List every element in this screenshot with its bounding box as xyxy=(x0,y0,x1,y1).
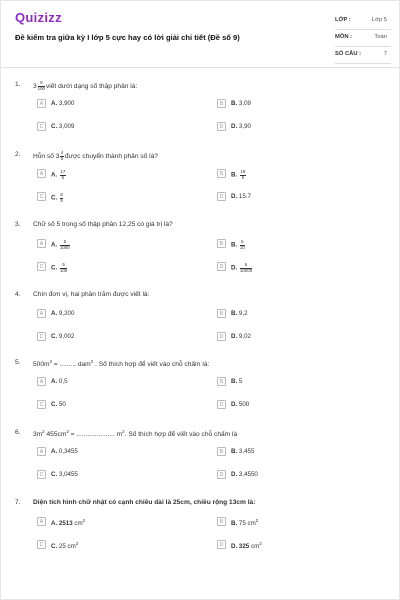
option-value: 75 xyxy=(238,520,246,528)
question-text-part: 455cm xyxy=(44,431,67,439)
meta-row-class xyxy=(335,13,391,30)
question-number: 2. xyxy=(15,151,21,158)
option-checkbox[interactable]: A xyxy=(37,447,46,456)
option-text xyxy=(231,541,262,550)
question-text-part: 3m xyxy=(33,431,43,439)
fraction-numerator: 8 xyxy=(60,192,63,197)
question-number: 7. xyxy=(15,499,21,506)
option-text xyxy=(231,518,258,527)
option-label: D. xyxy=(231,123,239,130)
superscript: 2 xyxy=(82,518,86,523)
option-label: A. xyxy=(51,241,59,249)
option-value: 2513 xyxy=(58,520,73,528)
question-text-part: Diện tích hình chữ nhật có cạnh chiều dài là 25cm, chiều rộng 13cm là: xyxy=(33,499,256,506)
meta-label: MÔN : xyxy=(335,34,353,40)
option-checkbox[interactable]: C xyxy=(37,470,46,479)
option-text xyxy=(51,100,74,107)
option-label: B. xyxy=(231,241,239,249)
option-value: 500 xyxy=(238,401,250,408)
meta-label: SỐ CÂU : xyxy=(335,51,362,57)
superscript: 2 xyxy=(49,359,53,364)
option-text xyxy=(51,240,71,250)
superscript: 2 xyxy=(122,429,125,434)
fraction-denominator: 5 xyxy=(61,174,65,180)
meta-row-count xyxy=(335,47,391,64)
option-value: 3,4550 xyxy=(238,471,258,478)
option-checkbox[interactable]: D xyxy=(217,332,226,341)
question-text xyxy=(33,499,373,506)
fraction-numerator: 4 xyxy=(60,150,64,155)
option-label: C. xyxy=(51,471,59,478)
meta-value: Toán xyxy=(374,34,387,40)
question-text-part: Chín đơn vị, hai phần trăm được viết là: xyxy=(33,291,150,298)
option-label: C. xyxy=(51,264,59,272)
option-fraction xyxy=(60,240,70,250)
fraction-numerator: 17 xyxy=(60,169,66,174)
option-checkbox[interactable]: D xyxy=(217,400,226,409)
meta-table xyxy=(335,13,391,64)
question-text xyxy=(33,359,373,368)
option-text xyxy=(51,333,74,340)
option-value: 3,90 xyxy=(238,123,251,130)
option-checkbox[interactable]: B xyxy=(217,447,226,456)
option-checkbox[interactable]: D xyxy=(217,122,226,131)
option-checkbox[interactable]: D xyxy=(217,540,226,549)
fraction-denominator: 5 xyxy=(60,155,64,161)
option-fraction xyxy=(240,240,245,250)
option-value: 50 xyxy=(58,401,66,408)
option-checkbox[interactable]: A xyxy=(37,99,46,108)
option-label: B. xyxy=(231,310,239,317)
option-checkbox[interactable]: B xyxy=(217,99,226,108)
option-label: B. xyxy=(231,520,239,528)
option-text xyxy=(51,378,68,385)
question-text-part: Chữ số 5 trong số thập phân 12,25 có giá trị là? xyxy=(33,221,173,228)
option-value: 0,3455 xyxy=(58,448,78,455)
option-label: A. xyxy=(51,378,59,385)
option-value: 9,02 xyxy=(238,333,251,340)
option-value: 3,009 xyxy=(58,123,75,130)
question-text xyxy=(33,151,373,161)
fraction-denominator: 5 xyxy=(241,174,245,180)
quizizz-logo: Quizizz xyxy=(15,10,62,25)
option-fraction xyxy=(240,170,246,180)
fraction-numerator: 5 xyxy=(241,239,244,244)
question-number: 4. xyxy=(15,291,21,298)
option-checkbox[interactable]: A xyxy=(37,309,46,318)
option-value: 9,200 xyxy=(58,310,75,317)
option-checkbox[interactable]: A xyxy=(37,517,46,526)
option-label: D. xyxy=(231,471,239,478)
option-value: 3,09 xyxy=(238,100,251,107)
option-checkbox[interactable]: B xyxy=(217,169,226,178)
option-label: C. xyxy=(51,333,59,340)
option-text xyxy=(51,471,78,478)
question-text-part: viết dưới dạng số thập phân là: xyxy=(46,82,138,90)
option-text xyxy=(51,263,68,273)
option-label: B. xyxy=(231,100,239,107)
option-text xyxy=(231,448,254,455)
option-label: A. xyxy=(51,171,59,179)
option-checkbox[interactable]: D xyxy=(217,262,226,271)
meta-row-subject xyxy=(335,30,391,47)
question-text xyxy=(33,221,373,228)
option-fraction xyxy=(60,263,67,273)
question-text-part: 500m xyxy=(33,361,50,369)
option-text xyxy=(231,401,249,408)
superscript: 2 xyxy=(75,541,79,546)
question-number: 1. xyxy=(15,81,21,88)
superscript: 2 xyxy=(90,359,94,364)
option-checkbox[interactable]: B xyxy=(217,239,226,248)
question-text-part: Hỗn số 3 xyxy=(33,152,60,160)
option-checkbox[interactable]: C xyxy=(37,540,46,549)
option-label: A. xyxy=(51,100,59,107)
option-text xyxy=(51,193,64,203)
option-text xyxy=(231,378,242,385)
option-value: 9,2 xyxy=(238,310,248,317)
question-text-part: = ..................... m xyxy=(68,431,123,439)
option-text xyxy=(231,471,258,478)
question-text xyxy=(33,81,373,91)
option-label: D. xyxy=(231,333,239,340)
fraction-denominator: 100 xyxy=(37,85,45,91)
option-text xyxy=(231,333,251,340)
option-value: 3,900 xyxy=(58,100,75,107)
option-checkbox[interactable]: C xyxy=(37,122,46,131)
superscript: 2 xyxy=(42,429,45,434)
option-text xyxy=(231,193,251,200)
option-checkbox[interactable]: B xyxy=(217,517,226,526)
question-number: 3. xyxy=(15,221,21,228)
option-text xyxy=(231,100,251,107)
fraction-numerator: 19 xyxy=(240,169,246,174)
option-label: D. xyxy=(231,264,239,272)
option-label: D. xyxy=(231,401,239,408)
superscript: 2 xyxy=(255,518,259,523)
option-checkbox[interactable]: D xyxy=(217,470,226,479)
fraction-numerator: 5 xyxy=(60,240,70,246)
meta-value: Lớp 5 xyxy=(371,17,387,23)
option-checkbox[interactable]: C xyxy=(37,400,46,409)
question-fraction xyxy=(60,151,63,161)
fraction-denominator: 1000 xyxy=(59,244,70,250)
option-unit: cm xyxy=(72,520,83,528)
option-checkbox[interactable]: A xyxy=(37,377,46,386)
option-text xyxy=(51,518,85,527)
meta-value: 7 xyxy=(383,51,387,57)
option-label: D. xyxy=(231,193,239,200)
option-text xyxy=(231,123,251,130)
option-fraction xyxy=(240,263,252,273)
option-text xyxy=(51,401,66,408)
option-text xyxy=(51,541,78,550)
question-number: 5. xyxy=(15,359,21,366)
option-checkbox[interactable]: B xyxy=(217,377,226,386)
worksheet-header xyxy=(1,1,400,68)
option-value: 3,0455 xyxy=(58,471,78,478)
option-unit: cm xyxy=(65,543,76,551)
option-text xyxy=(51,170,67,180)
question-text-part: 3 xyxy=(33,82,37,90)
option-unit: cm xyxy=(249,543,260,551)
option-label: A. xyxy=(51,520,59,528)
option-value: 325 xyxy=(238,543,250,551)
question-number: 6. xyxy=(15,429,21,436)
option-checkbox[interactable]: C xyxy=(37,262,46,271)
fraction-numerator: 5 xyxy=(240,263,252,269)
option-label: C. xyxy=(51,194,59,202)
superscript: 2 xyxy=(259,541,262,546)
fraction-numerator: 5 xyxy=(60,263,67,269)
option-label: B. xyxy=(231,171,239,179)
option-label: D. xyxy=(231,543,239,551)
option-label: B. xyxy=(231,378,239,385)
option-text xyxy=(231,310,248,317)
question-text-part: . Số thích hợp để viết vào chỗ chấm là: xyxy=(93,361,210,369)
option-label: A. xyxy=(51,310,59,317)
option-text xyxy=(231,170,247,180)
option-label: B. xyxy=(231,448,239,455)
question-text-part: . Số thích hợp để viết vào chỗ chấm là xyxy=(124,431,238,439)
option-checkbox[interactable]: A xyxy=(37,169,46,178)
option-value: 15.7 xyxy=(238,193,251,200)
option-checkbox[interactable]: C xyxy=(37,332,46,341)
question-text xyxy=(33,291,373,298)
option-text xyxy=(51,310,74,317)
option-unit: cm xyxy=(245,520,256,528)
option-value: 5 xyxy=(238,378,243,385)
worksheet-title: Đề kiểm tra giữa kỳ I lớp 5 cực hay có lời giải chi tiết (Đề số 9) xyxy=(15,33,240,42)
option-label: C. xyxy=(51,123,59,130)
question-text xyxy=(33,429,373,438)
fraction-denominator: 100 xyxy=(59,267,68,273)
option-value: 25 xyxy=(58,543,66,551)
option-label: C. xyxy=(51,401,59,408)
option-label: C. xyxy=(51,543,59,551)
fraction-denominator: 10 xyxy=(239,244,245,250)
fraction-denominator: 10000 xyxy=(239,267,253,273)
option-text xyxy=(51,448,78,455)
option-text xyxy=(231,263,253,273)
superscript: 2 xyxy=(66,429,69,434)
option-value: 0,5 xyxy=(58,378,68,385)
option-text xyxy=(51,123,74,130)
option-checkbox[interactable]: B xyxy=(217,309,226,318)
fraction-numerator: 9 xyxy=(38,81,45,87)
question-fraction xyxy=(38,81,45,91)
option-value: 3,455 xyxy=(238,448,255,455)
question-text-part: = ......... dam xyxy=(52,361,91,369)
question-text-part: được chuyển thành phân số là? xyxy=(64,152,158,160)
option-text xyxy=(231,240,246,250)
meta-label: LỚP : xyxy=(335,17,351,23)
option-checkbox[interactable]: A xyxy=(37,239,46,248)
option-fraction xyxy=(60,170,66,180)
fraction-denominator: 5 xyxy=(60,197,63,203)
option-fraction xyxy=(60,193,63,203)
option-label: A. xyxy=(51,448,59,455)
option-value: 9,002 xyxy=(58,333,75,340)
option-checkbox[interactable]: C xyxy=(37,192,46,201)
option-checkbox[interactable]: D xyxy=(217,192,226,201)
